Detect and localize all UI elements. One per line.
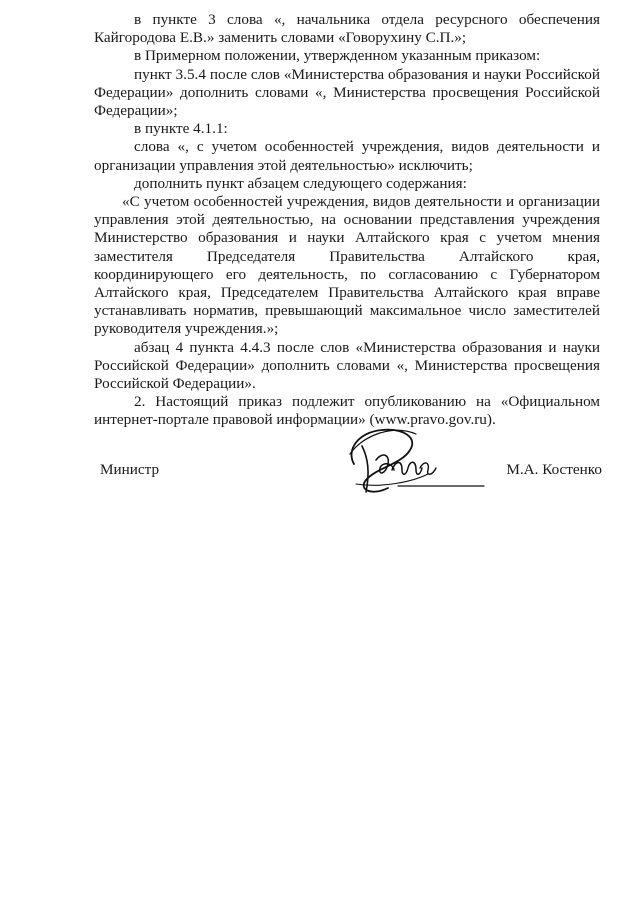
signatory-title: Министр (100, 461, 160, 478)
paragraph-5: слова «, с учетом особенностей учреждения, видов деятельности и организации управления этой деятельностью» исключить; (94, 138, 600, 174)
handwritten-signature (332, 424, 492, 502)
paragraph-8: абзац 4 пункта 4.4.3 после слов «Министерства образования и науки Российской Федерации» дополнить словами «, Министерства просвещения Российской Федерации». (94, 338, 600, 393)
document-body (94, 11, 600, 430)
paragraph-3: пункт 3.5.4 после слов «Министерства образования и науки Российской Федерации» дополнить словами «, Министерства просвещения Российской Федерации»; (94, 65, 600, 120)
paragraph-2: в Примерном положении, утвержденном указанным приказом: (134, 47, 541, 65)
paragraph-6: дополнить пункт абзацем следующего содержания: (134, 174, 467, 192)
signature-block (94, 448, 602, 508)
paragraph-7-quote: «С учетом особенностей учреждения, видов деятельности и организации управления этой деятельностью, на основании представления учреждения Министерство образования и науки Алтайского края с учетом мнения заместителя Председателя Правительства Алтайского края, координирующего его деятельность, по согласованию с Губернатором Алтайского края, Председателем Правительства Алтайского края вправе устанавливать норматив, превышающий максимальное число заместителей руководителя учреждения.»; (94, 193, 600, 338)
signatory-name: М.А. Костенко (506, 461, 602, 478)
paragraph-4: в пункте 4.1.1: (134, 120, 228, 138)
paragraph-9: 2. Настоящий приказ подлежит опубликованию на «Официальном интернет-портале правовой информации» (www.pravo.gov.ru). (94, 393, 600, 429)
paragraph-1: в пункте 3 слова «, начальника отдела ресурсного обеспечения Кайгородова Е.В.» заменить словами «Говорухину С.П.»; (94, 11, 600, 47)
